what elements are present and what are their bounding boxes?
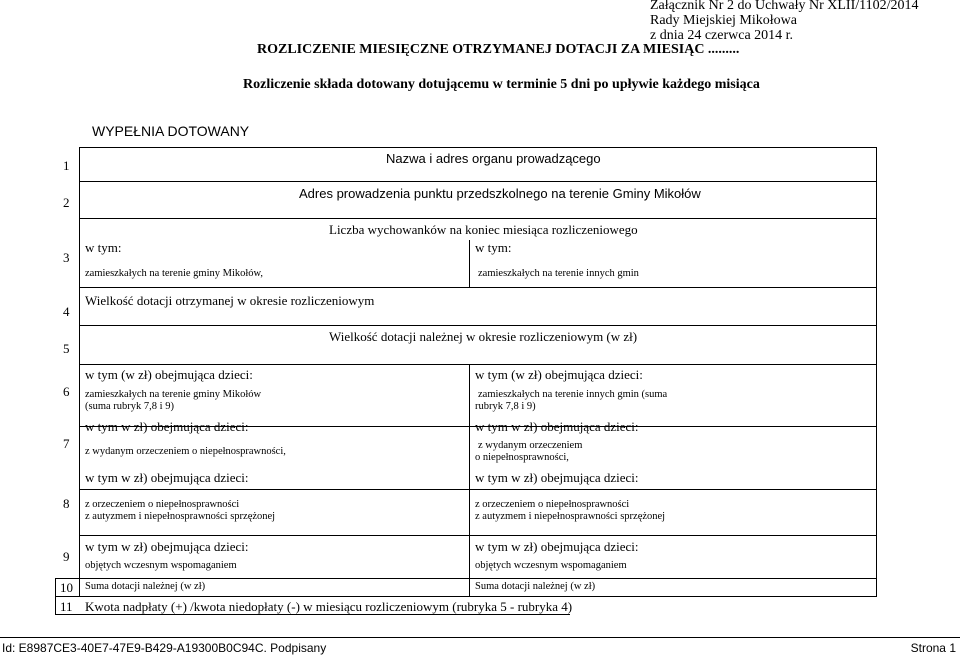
row-number-6: 6 — [63, 384, 70, 399]
row-number-11: 11 — [60, 599, 73, 614]
pupils-local-label: zamieszkałych na terenie gminy Mikołów, — [85, 268, 264, 279]
document-title: ROZLICZENIE MIESIĘCZNE OTRZYMANEJ DOTACJI ZA MIESIĄC ......... — [257, 42, 740, 57]
row9-right-heading: w tym w zł) obejmująca dzieci: — [475, 539, 639, 554]
row7-left-line1: z wydanym orzeczeniem o niepełnosprawności, — [85, 446, 286, 457]
row6-left-heading: w tym (w zł) obejmująca dzieci: — [85, 367, 253, 382]
row-number-5: 5 — [63, 341, 70, 356]
organ-name-label: Nazwa i adres organu prowadzącego — [386, 151, 601, 166]
row8-left-line1: z orzeczeniem o niepełnosprawności — [85, 499, 240, 510]
row7-right-heading: w tym w zł) obejmująca dzieci: — [475, 419, 639, 434]
row-number-8: 8 — [63, 496, 70, 511]
row-number-7: 7 — [63, 436, 70, 451]
balance-label: Kwota nadpłaty (+) /kwota niedopłaty (-) w miesiącu rozliczeniowym (rubryka 5 - rubryka 4) — [85, 599, 573, 614]
pupils-other-heading: w tym: — [475, 240, 512, 255]
row9-left-line1: objętych wczesnym wspomaganiem — [85, 560, 237, 571]
row7-right-line2: o niepełnosprawności, — [475, 452, 569, 463]
pupils-other-label: zamieszkałych na terenie innych gmin — [478, 268, 639, 279]
row9-right-line1: objętych wczesnym wspomaganiem — [475, 560, 627, 571]
row6-left-line2: (suma rubryk 7,8 i 9) — [85, 401, 174, 412]
row-number-10: 10 — [60, 580, 73, 595]
row-number-4: 4 — [63, 304, 70, 319]
row8-left-heading: w tym w zł) obejmująca dzieci: — [85, 470, 249, 485]
row6-left-line1: zamieszkałych na terenie gminy Mikołów — [85, 389, 262, 400]
footer-divider — [0, 637, 960, 638]
received-subsidy-label: Wielkość dotacji otrzymanej w okresie rozliczeniowym — [85, 293, 375, 308]
row8-right-line2: z autyzmem i niepełnosprawności sprzężonej — [475, 511, 666, 522]
location-address-label: Adres prowadzenia punktu przedszkolnego na terenie Gminy Mikołów — [299, 186, 701, 201]
annex-line-3: z dnia 24 czerwca 2014 r. — [650, 28, 794, 43]
row8-right-heading: w tym w zł) obejmująca dzieci: — [475, 470, 639, 485]
row-number-3: 3 — [63, 250, 70, 265]
document-id: Id: E8987CE3-40E7-47E9-B429-A19300B0C94C. Podpisany — [2, 641, 327, 655]
annex-line-1: Załącznik Nr 2 do Uchwały Nr XLII/1102/2014 — [650, 0, 919, 13]
row8-left-line2: z autyzmem i niepełnosprawności sprzężonej — [85, 511, 276, 522]
row-number-9: 9 — [63, 549, 70, 564]
due-subsidy-label: Wielkość dotacji należnej w okresie rozliczeniowym (w zł) — [329, 329, 638, 344]
pupils-local-heading: w tym: — [85, 240, 122, 255]
document-subtitle: Rozliczenie składa dotowany dotującemu w terminie 5 dni po upływie każdego misiąca — [243, 77, 760, 92]
row7-right-line1: z wydanym orzeczeniem — [478, 440, 583, 451]
row10-left-label: Suma dotacji należnej (w zł) — [85, 581, 206, 592]
row-number-2: 2 — [63, 195, 70, 210]
row6-right-heading: w tym (w zł) obejmująca dzieci: — [475, 367, 643, 382]
row6-right-line1: zamieszkałych na terenie innych gmin (suma — [478, 389, 668, 400]
row-number-1: 1 — [63, 158, 70, 173]
row10-right-label: Suma dotacji należnej (w zł) — [475, 581, 596, 592]
section-heading: WYPEŁNIA DOTOWANY — [92, 123, 250, 139]
annex-line-2: Rady Miejskiej Mikołowa — [650, 13, 797, 28]
row8-right-line1: z orzeczeniem o niepełnosprawności — [475, 499, 630, 510]
pupil-count-label: Liczba wychowanków na koniec miesiąca rozliczeniowego — [329, 222, 638, 237]
page-number: Strona 1 — [910, 641, 956, 655]
row9-left-heading: w tym w zł) obejmująca dzieci: — [85, 539, 249, 554]
row7-left-heading: w tym w zł) obejmująca dzieci: — [85, 419, 249, 434]
row6-right-line2: rubryk 7,8 i 9) — [475, 401, 536, 412]
